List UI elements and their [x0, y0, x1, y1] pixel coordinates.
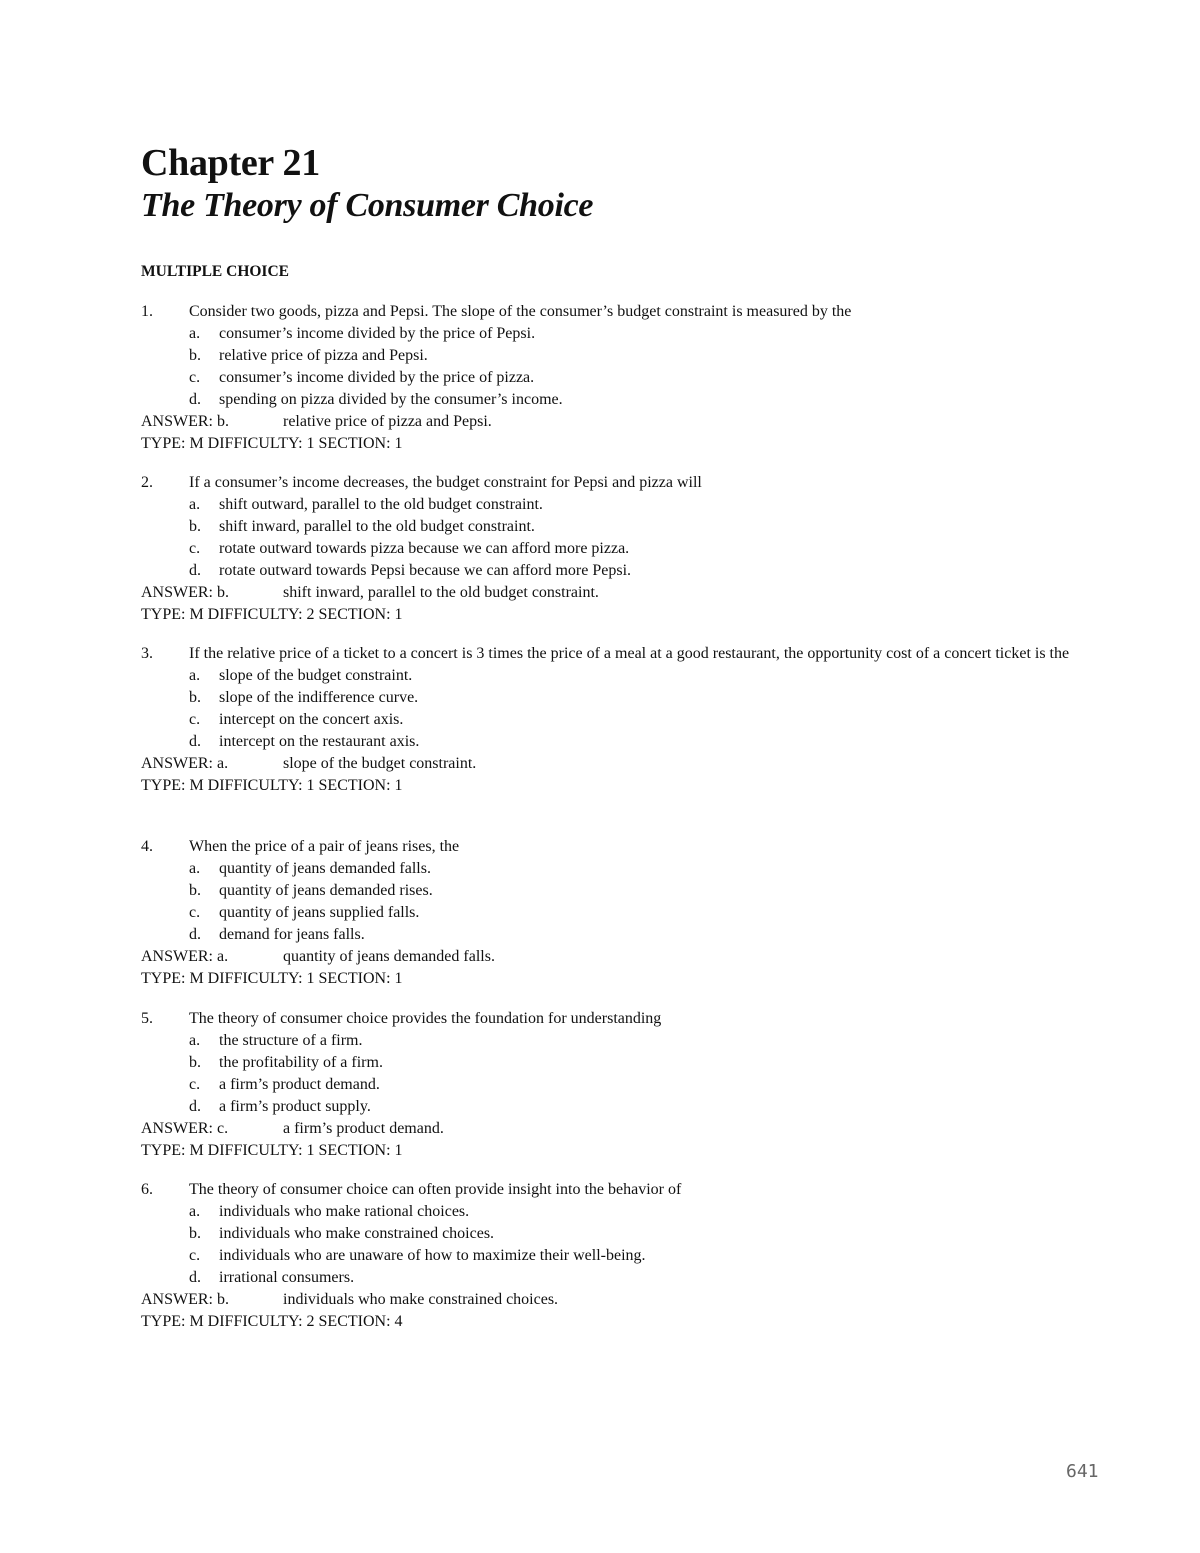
- option-text: intercept on the restaurant axis.: [219, 733, 420, 750]
- answer-label: ANSWER: c.: [141, 1120, 229, 1137]
- option-letter: b.: [189, 1054, 201, 1071]
- option-a: [141, 323, 1106, 345]
- answer-text: relative price of pizza and Pepsi.: [283, 413, 492, 430]
- question-text: If a consumer’s income decreases, the budget constraint for Pepsi and pizza will: [189, 474, 702, 491]
- option-text: demand for jeans falls.: [219, 926, 365, 943]
- question-number: 4.: [141, 838, 153, 855]
- answer-text: slope of the budget constraint.: [283, 755, 477, 772]
- option-text: relative price of pizza and Pepsi.: [219, 347, 428, 364]
- option-letter: b.: [189, 882, 201, 899]
- option-letter: a.: [189, 860, 201, 877]
- chapter-title: The Theory of Consumer Choice: [141, 187, 594, 224]
- question-text: Consider two goods, pizza and Pepsi. The slope of the consumer’s budget constraint is measured by the: [189, 303, 852, 320]
- option-c: [141, 538, 1106, 560]
- option-text: shift inward, parallel to the old budget constraint.: [219, 518, 535, 535]
- option-letter: a.: [189, 1203, 201, 1220]
- option-text: individuals who are unaware of how to maximize their well-being.: [219, 1247, 646, 1264]
- option-letter: c.: [189, 369, 201, 386]
- option-letter: a.: [189, 496, 201, 513]
- option-d: [141, 1267, 1106, 1289]
- answer-text: individuals who make constrained choices.: [283, 1291, 559, 1308]
- option-c: [141, 1074, 1106, 1096]
- question-text: The theory of consumer choice provides the foundation for understanding: [189, 1010, 662, 1027]
- answer-line: [141, 411, 1106, 433]
- question-meta: TYPE: M DIFFICULTY: 2 SECTION: 4: [141, 1313, 403, 1330]
- page-number: 641: [1066, 1461, 1099, 1482]
- option-text: irrational consumers.: [219, 1269, 355, 1286]
- answer-label: ANSWER: b.: [141, 413, 229, 430]
- answer-line: [141, 946, 1106, 968]
- question-number: 1.: [141, 303, 153, 320]
- option-letter: c.: [189, 1247, 201, 1264]
- question-meta: TYPE: M DIFFICULTY: 1 SECTION: 1: [141, 777, 403, 794]
- question-6: [141, 1179, 1106, 1333]
- answer-label: ANSWER: b.: [141, 584, 229, 601]
- answer-label: ANSWER: b.: [141, 1291, 229, 1308]
- question-stem: [141, 1008, 1106, 1030]
- option-d: [141, 560, 1106, 582]
- question-text: If the relative price of a ticket to a concert is 3 times the price of a meal at a good restaurant, the opportunity cost of a concert ticket is the: [189, 645, 1070, 662]
- question-number: 2.: [141, 474, 153, 491]
- question-1: [141, 301, 1106, 455]
- option-text: intercept on the concert axis.: [219, 711, 404, 728]
- question-meta: TYPE: M DIFFICULTY: 2 SECTION: 1: [141, 606, 403, 623]
- option-a: [141, 858, 1106, 880]
- option-text: spending on pizza divided by the consumer’s income.: [219, 391, 563, 408]
- option-letter: a.: [189, 1032, 201, 1049]
- option-text: quantity of jeans demanded rises.: [219, 882, 433, 899]
- answer-line: [141, 753, 1106, 775]
- option-c: [141, 709, 1106, 731]
- option-letter: c.: [189, 1076, 201, 1093]
- answer-line: [141, 1289, 1106, 1311]
- question-number: 6.: [141, 1181, 153, 1198]
- option-letter: c.: [189, 540, 201, 557]
- option-letter: c.: [189, 904, 201, 921]
- option-d: [141, 389, 1106, 411]
- option-d: [141, 731, 1106, 753]
- question-5: [141, 1008, 1106, 1162]
- option-text: quantity of jeans supplied falls.: [219, 904, 420, 921]
- option-text: consumer’s income divided by the price of Pepsi.: [219, 325, 536, 342]
- option-text: consumer’s income divided by the price of pizza.: [219, 369, 535, 386]
- option-letter: d.: [189, 1269, 201, 1286]
- option-letter: d.: [189, 391, 201, 408]
- option-letter: d.: [189, 562, 201, 579]
- answer-label: ANSWER: a.: [141, 755, 229, 772]
- option-a: [141, 494, 1106, 516]
- option-text: rotate outward towards pizza because we can afford more pizza.: [219, 540, 630, 557]
- option-a: [141, 1030, 1106, 1052]
- answer-text: quantity of jeans demanded falls.: [283, 948, 495, 965]
- question-meta: TYPE: M DIFFICULTY: 1 SECTION: 1: [141, 970, 403, 987]
- option-letter: a.: [189, 325, 201, 342]
- option-text: a firm’s product demand.: [219, 1076, 380, 1093]
- question-stem: [141, 1179, 1106, 1201]
- question-meta: TYPE: M DIFFICULTY: 1 SECTION: 1: [141, 435, 403, 452]
- option-letter: b.: [189, 518, 201, 535]
- option-letter: b.: [189, 689, 201, 706]
- option-letter: b.: [189, 1225, 201, 1242]
- option-text: rotate outward towards Pepsi because we can afford more Pepsi.: [219, 562, 632, 579]
- option-text: the profitability of a firm.: [219, 1054, 383, 1071]
- option-c: [141, 1245, 1106, 1267]
- option-b: [141, 687, 1106, 709]
- answer-line: [141, 582, 1106, 604]
- option-b: [141, 1052, 1106, 1074]
- answer-line: [141, 1118, 1106, 1140]
- option-letter: a.: [189, 667, 201, 684]
- option-text: individuals who make constrained choices.: [219, 1225, 495, 1242]
- option-text: slope of the indifference curve.: [219, 689, 419, 706]
- option-c: [141, 902, 1106, 924]
- question-number: 5.: [141, 1010, 153, 1027]
- question-number: 3.: [141, 645, 153, 662]
- question-stem: [141, 836, 1106, 858]
- option-b: [141, 880, 1106, 902]
- option-d: [141, 924, 1106, 946]
- question-text: When the price of a pair of jeans rises, the: [189, 838, 460, 855]
- option-a: [141, 1201, 1106, 1223]
- question-stem: [141, 472, 1106, 494]
- option-text: slope of the budget constraint.: [219, 667, 413, 684]
- question-2: [141, 472, 1106, 626]
- option-letter: d.: [189, 733, 201, 750]
- answer-text: shift inward, parallel to the old budget constraint.: [283, 584, 599, 601]
- option-d: [141, 1096, 1106, 1118]
- option-letter: b.: [189, 347, 201, 364]
- option-b: [141, 1223, 1106, 1245]
- option-text: shift outward, parallel to the old budget constraint.: [219, 496, 543, 513]
- option-text: the structure of a firm.: [219, 1032, 363, 1049]
- option-letter: d.: [189, 926, 201, 943]
- chapter-number: Chapter 21: [141, 142, 320, 184]
- option-letter: c.: [189, 711, 201, 728]
- option-text: individuals who make rational choices.: [219, 1203, 470, 1220]
- option-text: quantity of jeans demanded falls.: [219, 860, 431, 877]
- question-meta: TYPE: M DIFFICULTY: 1 SECTION: 1: [141, 1142, 403, 1159]
- question-4: [141, 836, 1106, 990]
- option-b: [141, 516, 1106, 538]
- question-3: [141, 643, 1106, 797]
- question-stem: [141, 643, 1106, 665]
- option-a: [141, 665, 1106, 687]
- answer-text: a firm’s product demand.: [283, 1120, 444, 1137]
- option-text: a firm’s product supply.: [219, 1098, 371, 1115]
- answer-label: ANSWER: a.: [141, 948, 229, 965]
- question-text: The theory of consumer choice can often provide insight into the behavior of: [189, 1181, 682, 1198]
- section-heading: MULTIPLE CHOICE: [141, 263, 289, 280]
- option-letter: d.: [189, 1098, 201, 1115]
- option-b: [141, 345, 1106, 367]
- option-c: [141, 367, 1106, 389]
- question-stem: [141, 301, 1106, 323]
